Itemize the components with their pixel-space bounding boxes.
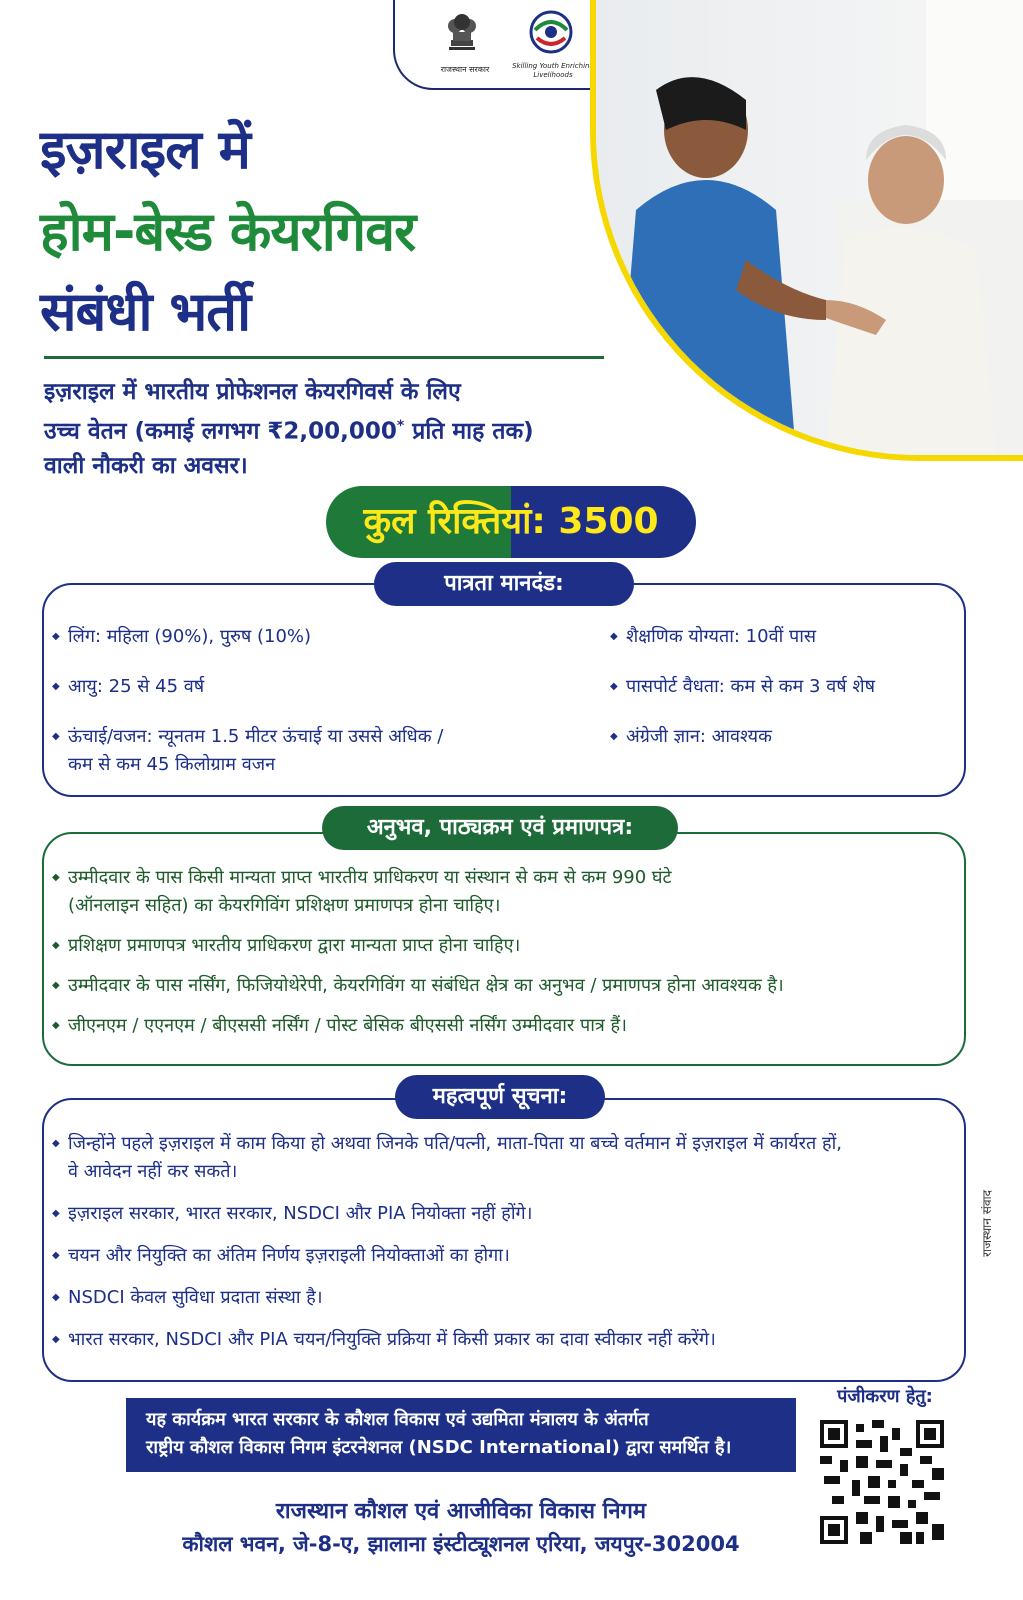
asterisk: *	[396, 418, 405, 434]
banner-line-1: यह कार्यक्रम भारत सरकार के कौशल विकास एवं उद्यमिता मंत्रालय के अंतर्गत	[146, 1409, 649, 1430]
program-banner	[126, 1398, 796, 1472]
intro-line-2	[44, 409, 604, 449]
list-item: ◆ इज़राइल सरकार, भारत सरकार, NSDCI और PIA नियोक्ता नहीं होंगे।	[52, 1203, 533, 1224]
banner-text	[146, 1406, 786, 1462]
vacancies-badge	[326, 486, 696, 558]
registration-label: पंजीकरण हेतु:	[837, 1386, 933, 1407]
list-item: ◆ प्रशिक्षण प्रमाणपत्र भारतीय प्राधिकरण द्वारा मान्यता प्राप्त होना चाहिए।	[52, 935, 521, 956]
banner-line-2: राष्ट्रीय कौशल विकास निगम इंटरनेशनल (NSDC International) द्वारा समर्थित है।	[146, 1437, 732, 1458]
caregiver-photo	[590, 0, 1023, 461]
list-item-continuation: (ऑनलाइन सहित) का केयरगिविंग प्रशिक्षण प्रमाणपत्र होना चाहिए।	[68, 895, 501, 916]
vacancies-label: कुल रिक्तियां: 3500	[363, 501, 659, 542]
list-item: ◆ जिन्होंने पहले इज़राइल में काम किया हो अथवा जिनके पति/पत्नी, माता-पिता या बच्चे वर्तमान में इज़राइल में कार्यरत हों,	[52, 1133, 842, 1154]
skill-logo-caption: Skilling Youth Enriching Livelihoods	[512, 62, 594, 79]
title-line-1: इज़राइल में	[40, 118, 250, 181]
experience-heading: अनुभव, पाठ्यक्रम एवं प्रमाणपत्र:	[322, 806, 678, 850]
intro-line-2-a: उच्च वेतन (कमाई लगभग ₹2,00,000	[44, 418, 397, 445]
list-item-continuation: वे आवेदन नहीं कर सकते।	[68, 1161, 238, 1182]
list-item: ◆ आयु: 25 से 45 वर्ष	[52, 676, 205, 697]
list-item: ◆ उम्मीदवार के पास नर्सिंग, फिजियोथेरेपी, केयरगिविंग या संबंधित क्षेत्र का अनुभव / प्रमाणपत्र होना आवश्यक है।	[52, 975, 784, 996]
notice-box	[42, 1098, 966, 1382]
side-credit: राजस्थान संवाद	[980, 1190, 994, 1257]
registration-qr-code-icon[interactable]	[820, 1420, 944, 1544]
list-item-continuation: कम से कम 45 किलोग्राम वजन	[68, 754, 276, 775]
title-line-3: संबंधी भर्ती	[40, 280, 251, 343]
notice-heading: महत्वपूर्ण सूचना:	[395, 1075, 605, 1119]
footer-org-name: राजस्थान कौशल एवं आजीविका विकास निगम	[275, 1499, 647, 1524]
list-item: ◆ लिंग: महिला (90%), पुरुष (10%)	[52, 626, 312, 647]
list-item: ◆ जीएनएम / एएनएम / बीएससी नर्सिंग / पोस्ट बेसिक बीएससी नर्सिंग उम्मीदवार पात्र हैं।	[52, 1015, 627, 1036]
intro-text	[44, 375, 604, 483]
list-item: ◆ ऊंचाई/वजन: न्यूनतम 1.5 मीटर ऊंचाई या उससे अधिक /	[52, 726, 444, 747]
eligibility-box	[42, 583, 966, 797]
list-item: ◆ अंग्रेजी ज्ञान: आवश्यक	[610, 726, 772, 747]
list-item: ◆ NSDCI केवल सुविधा प्रदाता संस्था है।	[52, 1287, 323, 1308]
list-item: ◆ चयन और नियुक्ति का अंतिम निर्णय इज़राइली नियोक्ताओं का होगा।	[52, 1245, 510, 1266]
state-emblem-icon	[445, 10, 479, 58]
list-item: ◆ शैक्षणिक योग्यता: 10वीं पास	[610, 626, 817, 647]
skill-mission-logo-icon	[525, 10, 577, 56]
list-item: ◆ भारत सरकार, NSDCI और PIA चयन/नियुक्ति प्रक्रिया में किसी प्रकार का दावा स्वीकार नहीं करेंगे।	[52, 1329, 716, 1350]
title-divider	[44, 356, 604, 359]
list-item: ◆ पासपोर्ट वैधता: कम से कम 3 वर्ष शेष	[610, 676, 875, 697]
footer-address: कौशल भवन, जे-8-ए, झालाना इंस्टीट्यूशनल एरिया, जयपुर-302004	[182, 1532, 740, 1556]
eligibility-heading: पात्रता मानदंड:	[374, 562, 634, 606]
intro-line-3: वाली नौकरी का अवसर।	[44, 452, 248, 479]
experience-box	[42, 832, 966, 1066]
intro-line-2-b: प्रति माह तक)	[404, 418, 534, 445]
intro-line-1: इज़राइल में भारतीय प्रोफेशनल केयरगिवर्स के लिए	[44, 379, 461, 405]
list-item: ◆ उम्मीदवार के पास किसी मान्यता प्राप्त भारतीय प्राधिकरण या संस्थान से कम से कम 990 घंटे	[52, 867, 672, 888]
title-line-2: होम-बेस्ड केयरगिवर	[40, 200, 416, 263]
emblem-caption: राजस्थान सरकार	[440, 65, 490, 74]
